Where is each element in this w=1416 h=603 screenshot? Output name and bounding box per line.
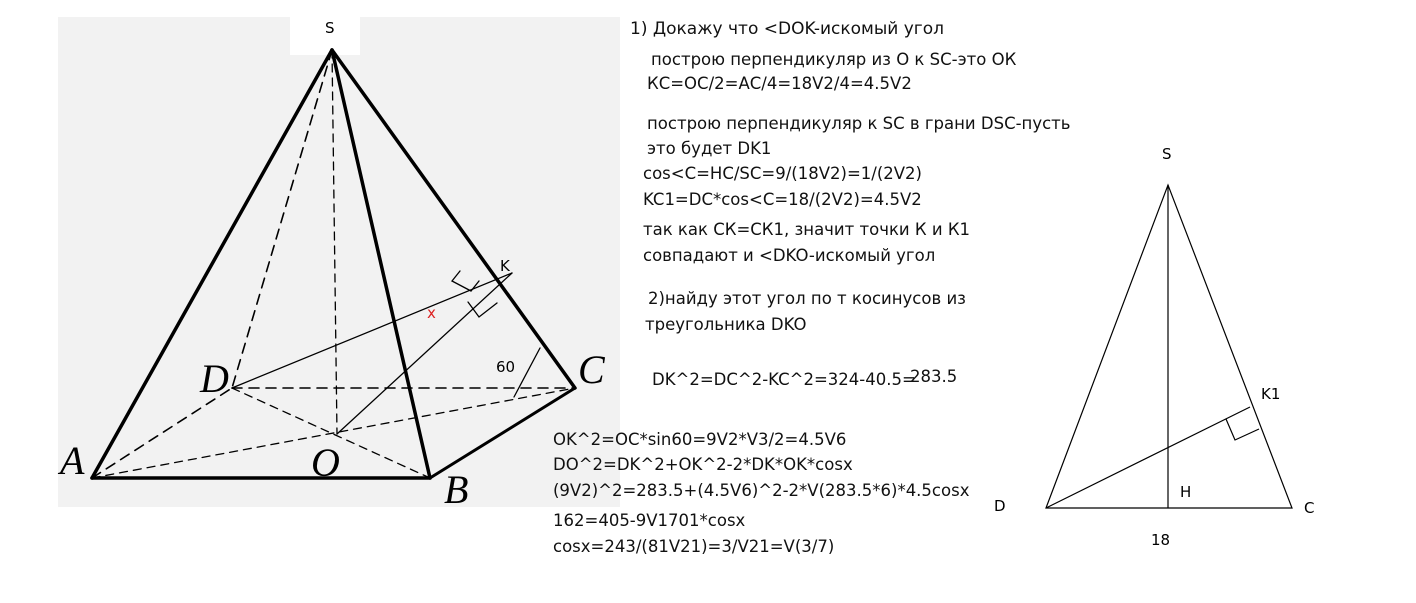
- triangle-diagram: [1046, 185, 1292, 508]
- triangle-label-h: H: [1180, 483, 1192, 501]
- triangle-right-angle-mark: [1226, 419, 1259, 440]
- pyramid-label-o: O: [311, 440, 340, 485]
- solution-line-8: так как СК=СК1, значит точки К и К1: [643, 220, 971, 239]
- pyramid-label-d: D: [200, 356, 229, 401]
- pyramid-label-angle: 60: [496, 358, 516, 376]
- triangle-label-s: S: [1162, 145, 1172, 163]
- pyramid-label-b: B: [444, 467, 469, 512]
- pyramid-label-x: x: [427, 304, 436, 322]
- pyramid-label-c: C: [578, 347, 605, 392]
- triangle-label-c: C: [1304, 499, 1315, 517]
- pyramid-background: [58, 17, 620, 507]
- pyramid-label-s: S: [325, 19, 335, 37]
- solution-line-7: KC1=DC*cos<C=18/(2V2)=4.5V2: [643, 190, 922, 209]
- solution-line-12: DK^2=DC^2-KC^2=324-40.5=: [652, 370, 916, 389]
- solution-line-13: OK^2=OC*sin60=9V2*V3/2=4.5V6: [553, 430, 847, 449]
- solution-line-11: треугольника DKO: [645, 315, 807, 334]
- solution-line-14: DO^2=DK^2+OK^2-2*DK*OK*cosx: [553, 455, 853, 474]
- solution-line-9: совпадают и <DKO-искомый угол: [643, 246, 936, 265]
- solution-line-10: 2)найду этот угол по т косинусов из: [648, 289, 966, 308]
- triangle-dsc: [1046, 185, 1292, 508]
- solution-line-3: КС=ОС/2=АС/4=18V2/4=4.5V2: [647, 74, 912, 93]
- solution-line-12-result: 283.5: [910, 367, 958, 386]
- triangle-segment-dk1: [1046, 407, 1250, 508]
- solution-line-15: (9V2)^2=283.5+(4.5V6)^2-2*V(283.5*6)*4.5cosx: [553, 481, 970, 500]
- solution-line-16: 162=405-9V1701*cosx: [553, 511, 746, 530]
- pyramid-label-a: A: [60, 438, 85, 483]
- solution-line-1: 1) Докажу что <DOK-искомый угол: [630, 19, 944, 39]
- solution-line-4: построю перпендикуляр к SC в грани DSC-пусть: [647, 114, 1071, 133]
- solution-line-2: построю перпендикуляр из О к SC-это ОК: [651, 50, 1017, 69]
- triangle-label-d: D: [994, 497, 1006, 515]
- solution-line-5: это будет DK1: [647, 139, 772, 158]
- triangle-base-length: 18: [1151, 531, 1171, 549]
- solution-line-6: cos<C=HC/SC=9/(18V2)=1/(2V2): [643, 164, 922, 183]
- pyramid-label-k: K: [500, 257, 510, 275]
- triangle-label-k1: K1: [1261, 385, 1281, 403]
- solution-line-17: cosx=243/(81V21)=3/V21=V(3/7): [553, 537, 835, 556]
